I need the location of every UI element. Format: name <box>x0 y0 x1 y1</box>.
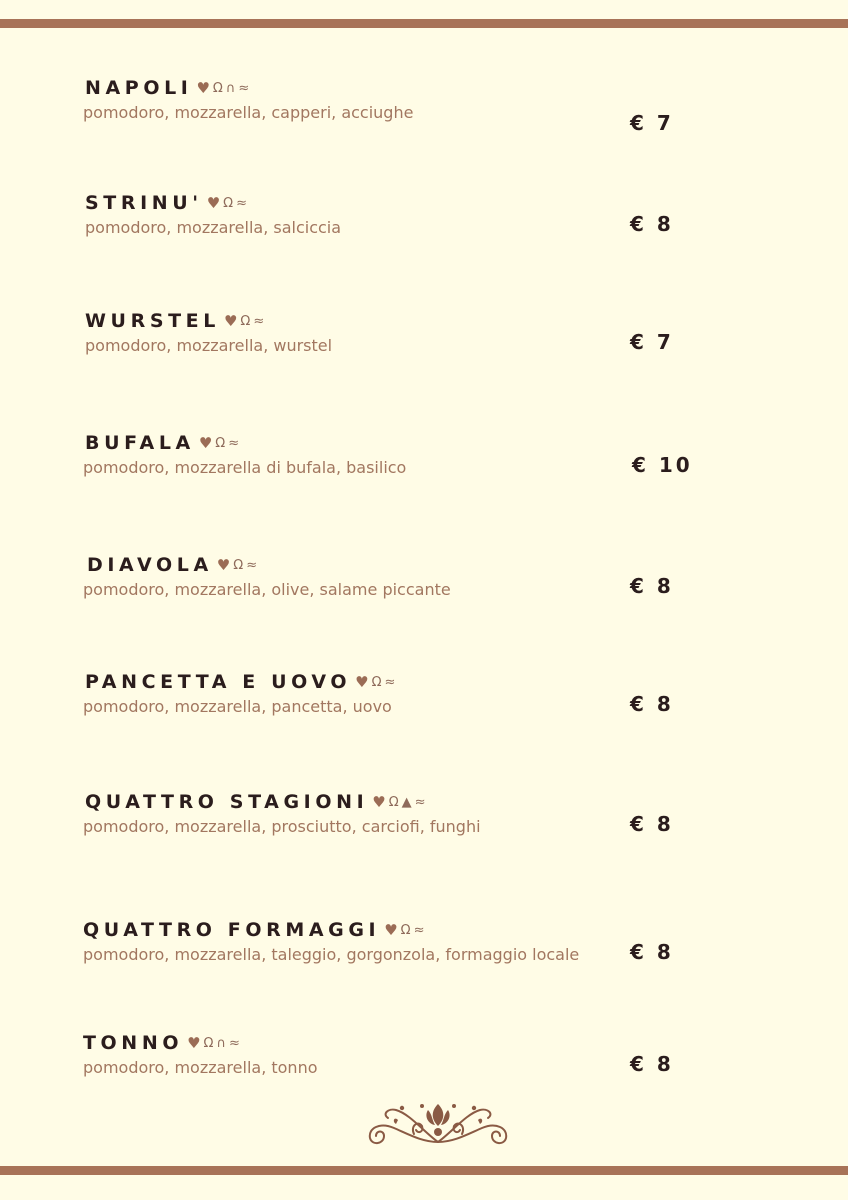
menu-item-price: € 10 <box>632 453 693 477</box>
approx-icon: ≈ <box>236 195 247 211</box>
approx-icon: ≈ <box>384 674 396 690</box>
allergen-icons <box>187 1034 240 1052</box>
heart-icon: ♥ <box>372 793 386 811</box>
heart-icon: ♥ <box>198 434 213 452</box>
allergen-icons <box>199 434 239 452</box>
menu-item-description: pomodoro, mozzarella, capperi, acciughe <box>83 103 414 122</box>
heart-icon: ♥ <box>355 673 369 691</box>
bottom-divider <box>0 1166 848 1175</box>
approx-icon: ≈ <box>228 435 240 451</box>
menu-item <box>0 789 848 849</box>
menu-item <box>0 669 848 729</box>
menu-item-name: WURSTEL <box>85 310 220 332</box>
menu-item-price: € 8 <box>630 692 674 716</box>
menu-item-title-line <box>85 669 395 695</box>
menu-item-title-line <box>83 1030 240 1056</box>
menu-item <box>0 75 848 135</box>
menu-item-name: DIAVOLA <box>87 554 213 576</box>
menu-item-title-line <box>85 190 247 216</box>
menu-item-name: QUATTRO STAGIONI <box>85 791 369 813</box>
cap-icon: ∩ <box>216 1035 226 1051</box>
heart-icon: ♥ <box>206 194 221 212</box>
approx-icon: ≈ <box>238 80 250 96</box>
heart-icon: ♥ <box>187 1034 201 1052</box>
allergen-icons <box>224 312 264 330</box>
cap-icon: ∩ <box>225 80 236 96</box>
menu-item-description: pomodoro, mozzarella, taleggio, gorgonzola, formaggio locale <box>83 945 580 964</box>
allergen-icons <box>372 793 425 811</box>
omega-icon: Ω <box>233 557 244 573</box>
omega-icon: Ω <box>240 313 251 329</box>
approx-icon: ≈ <box>253 313 265 329</box>
menu-item <box>0 430 848 490</box>
heart-icon: ♥ <box>384 921 398 939</box>
triangle-icon: ▲ <box>401 794 412 810</box>
menu-item-name: NAPOLI <box>85 77 193 99</box>
heart-icon: ♥ <box>196 79 210 97</box>
menu-item-description: pomodoro, mozzarella di bufala, basilico <box>83 458 407 477</box>
allergen-icons <box>196 79 249 97</box>
allergen-icons <box>207 194 247 212</box>
menu-item-description: pomodoro, mozzarella, prosciutto, carciofi, funghi <box>83 817 481 836</box>
menu-item <box>0 190 848 250</box>
omega-icon: Ω <box>400 922 411 938</box>
menu-item-title-line <box>83 917 425 943</box>
heart-icon: ♥ <box>216 556 231 574</box>
omega-icon: Ω <box>212 80 223 96</box>
menu-item-name: BUFALA <box>85 432 195 454</box>
menu-item-name: QUATTRO FORMAGGI <box>83 919 381 941</box>
menu-item-description: pomodoro, mozzarella, pancetta, uovo <box>83 697 392 716</box>
approx-icon: ≈ <box>228 1035 240 1051</box>
floral-ornament-icon <box>358 1098 518 1150</box>
approx-icon: ≈ <box>246 557 258 573</box>
menu-item-description: pomodoro, mozzarella, salciccia <box>85 218 342 237</box>
menu-item-title-line <box>85 308 264 334</box>
menu-item-price: € 8 <box>630 574 674 598</box>
omega-icon: Ω <box>203 1035 214 1051</box>
menu-item-title-line <box>85 75 249 101</box>
allergen-icons <box>355 673 395 691</box>
menu-item-description: pomodoro, mozzarella, olive, salame piccante <box>83 580 451 599</box>
menu-item <box>0 552 848 612</box>
menu-item-title-line <box>85 789 426 815</box>
menu-item-price: € 8 <box>630 1052 674 1076</box>
menu-item-name: PANCETTA E UOVO <box>85 671 352 693</box>
approx-icon: ≈ <box>414 794 426 810</box>
allergen-icons <box>384 921 424 939</box>
heart-icon: ♥ <box>223 312 238 330</box>
menu-item-price: € 7 <box>630 111 674 135</box>
omega-icon: Ω <box>388 794 399 810</box>
menu-item <box>0 917 848 977</box>
menu-item-price: € 8 <box>630 212 674 236</box>
top-divider <box>0 19 848 28</box>
menu-item-name: TONNO <box>83 1032 184 1054</box>
menu-item <box>0 308 848 368</box>
menu-item-title-line <box>85 430 239 456</box>
omega-icon: Ω <box>371 674 382 690</box>
allergen-icons <box>217 556 257 574</box>
menu-item-description: pomodoro, mozzarella, tonno <box>83 1058 318 1077</box>
menu-item-price: € 7 <box>630 330 674 354</box>
omega-icon: Ω <box>215 435 226 451</box>
menu-item-title-line <box>87 552 257 578</box>
menu-item <box>0 1030 848 1090</box>
menu-item-name: STRINU' <box>85 192 203 214</box>
menu-item-price: € 8 <box>630 812 674 836</box>
menu-item-description: pomodoro, mozzarella, wurstel <box>85 336 333 355</box>
approx-icon: ≈ <box>413 922 425 938</box>
menu-item-price: € 8 <box>630 940 674 964</box>
omega-icon: Ω <box>223 195 234 211</box>
